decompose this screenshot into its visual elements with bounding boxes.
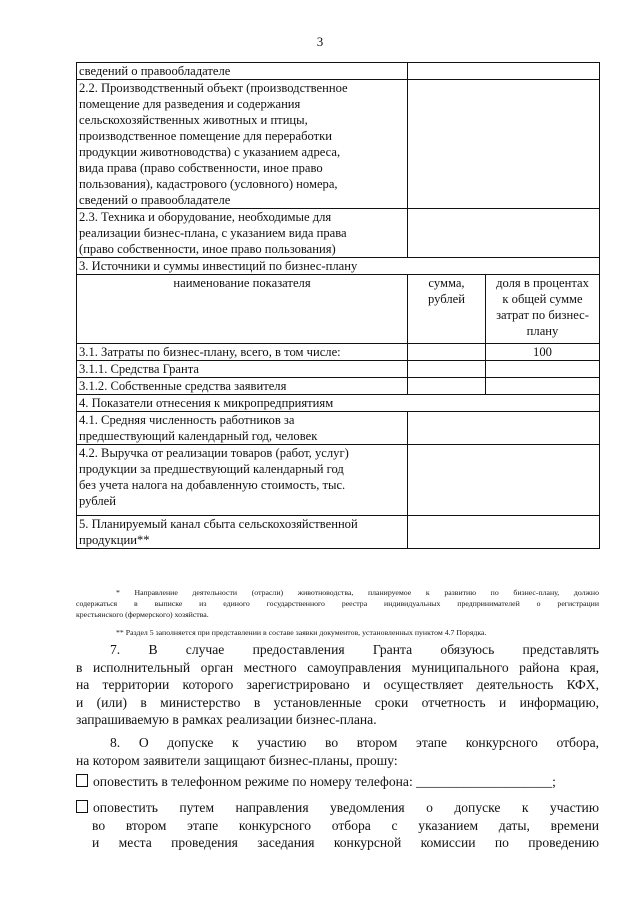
value-cell[interactable]: [408, 516, 600, 549]
sum-cell[interactable]: [408, 378, 486, 395]
row-4-2: 4.2. Выручка от реализации товаров (работ, услуг) продукции за предшествующий календарный год без учета налога на добавленную стоимость, тыс. рублей: [77, 445, 408, 516]
table-row: [77, 63, 600, 80]
row-owner-tail: сведений о правообладателе: [77, 63, 408, 80]
row-3-1-1: 3.1.1. Средства Гранта: [77, 361, 408, 378]
value-cell[interactable]: [408, 209, 600, 258]
option-notice-line: во втором этапе конкурсного отбора с указанием даты, времени: [92, 817, 599, 833]
table-row: [77, 80, 600, 209]
section-4-heading: 4. Показатели отнесения к микропредприятиям: [77, 395, 600, 412]
phone-checkbox[interactable]: [76, 774, 88, 787]
header-name: наименование показателя: [77, 275, 408, 344]
table-row: [77, 395, 600, 412]
table-row: [77, 412, 600, 445]
value-cell[interactable]: [408, 412, 600, 445]
row-2-3: 2.3. Техника и оборудование, необходимые для реализации бизнес-плана, с указанием вида права (право собственности, иное право пользования): [77, 209, 408, 258]
header-sum: сумма, рублей: [408, 275, 486, 344]
row-3-1: 3.1. Затраты по бизнес-плану, всего, в том числе:: [77, 344, 408, 361]
table-row: [77, 258, 600, 275]
table-header-row: [77, 275, 600, 344]
row-2-2: 2.2. Производственный объект (производственное помещение для разведения и содержания сельскохозяйственных животных и птицы, производственное помещение для переработки продукции животноводства) с указанием адреса, вида права (право собственности, иное право пользования), кадастрового (условного) номера, сведений о правообладателе: [77, 80, 408, 209]
table-row: [77, 445, 600, 516]
table-row: [77, 516, 600, 549]
option-notice-line: и места проведения заседания конкурсной комиссии по проведению: [92, 835, 599, 850]
option-phone-end: ;: [552, 774, 556, 789]
table-row: [77, 344, 600, 361]
footnote-1: * Направление деятельности (отрасли) животноводства, планируемое к развитию по бизнес-плану, должно содержаться в выписке из единого государственного реестра индивидуальных предпринимателей о регистрации крестьянского (фермерского) хозяйства.: [76, 588, 599, 619]
option-notice: [76, 799, 599, 852]
share-cell: 100: [486, 344, 600, 361]
phone-blank-field[interactable]: ____________________: [416, 774, 553, 789]
paragraph-7: 7. В случае предоставления Гранта обязуюсь представлять в исполнительный орган местного самоуправления муниципального района края, на территории которого зарегистрировано и осуществляет деятельность КФХ, и (или) в министерство в установленные сроки отчетность и информацию, запрашиваемую в рамках реализации бизнес-плана.: [76, 642, 599, 727]
sum-cell[interactable]: [408, 344, 486, 361]
value-cell[interactable]: [408, 80, 600, 209]
option-notice-line: оповестить путем направления уведомления о допуске к участию: [93, 800, 599, 815]
header-share: доля в процентах к общей сумме затрат по бизнес- плану: [486, 275, 600, 344]
value-cell[interactable]: [408, 63, 600, 80]
row-4-1: 4.1. Средняя численность работников за предшествующий календарный год, человек: [77, 412, 408, 445]
sum-cell[interactable]: [408, 361, 486, 378]
row-3-1-2: 3.1.2. Собственные средства заявителя: [77, 378, 408, 395]
page-number: 3: [316, 34, 324, 49]
notice-checkbox[interactable]: [76, 800, 88, 813]
row-5: 5. Планируемый канал сбыта сельскохозяйственной продукции**: [77, 516, 408, 549]
table-row: [77, 361, 600, 378]
value-cell[interactable]: [408, 445, 600, 516]
table-row: [77, 378, 600, 395]
table-row: [77, 209, 600, 258]
option-phone: [76, 773, 599, 791]
business-plan-table: [76, 62, 600, 549]
paragraph-8: 8. О допуске к участию во втором этапе конкурсного отбора, на котором заявители защищают бизнес-планы, прошу:: [76, 735, 599, 768]
footnote-2: ** Раздел 5 заполняется при представлении в составе заявки документов, установленных пунктом 4.7 Порядка.: [116, 628, 487, 637]
section-3-heading: 3. Источники и суммы инвестиций по бизнес-плану: [77, 258, 600, 275]
option-phone-label: оповестить в телефонном режиме по номеру телефона:: [93, 774, 413, 789]
share-cell[interactable]: [486, 378, 600, 395]
share-cell[interactable]: [486, 361, 600, 378]
